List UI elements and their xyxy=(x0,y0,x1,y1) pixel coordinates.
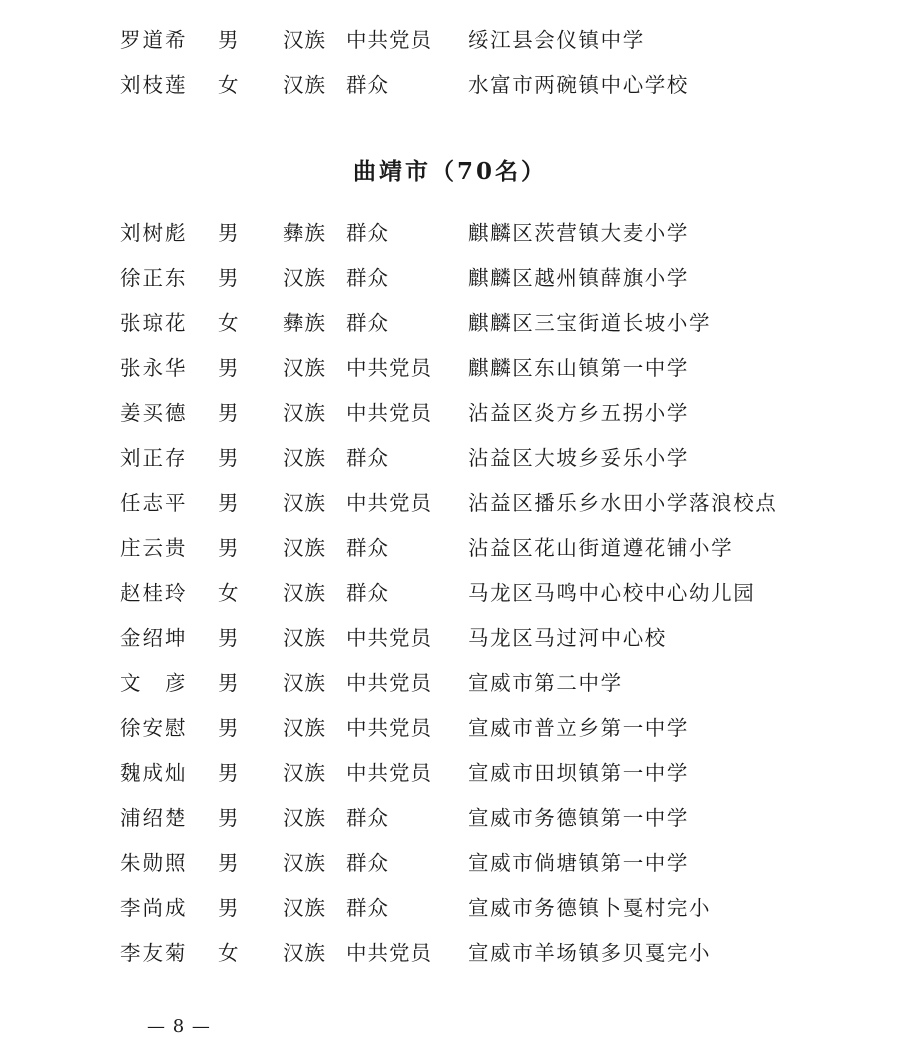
person-unit: 麒麟区越州镇薛旗小学 xyxy=(468,266,689,290)
person-political-status: 中共党员 xyxy=(346,626,432,650)
person-gender: 男 xyxy=(218,356,239,380)
person-gender: 男 xyxy=(218,491,239,515)
person-name: 李友菊 xyxy=(120,941,188,965)
person-ethnicity: 汉族 xyxy=(283,761,326,785)
person-ethnicity: 汉族 xyxy=(283,446,326,470)
list-item xyxy=(0,256,900,301)
person-unit: 麒麟区三宝街道长坡小学 xyxy=(468,311,712,335)
person-ethnicity: 汉族 xyxy=(283,851,326,875)
list-item xyxy=(0,481,900,526)
list-item xyxy=(0,796,900,841)
person-unit: 沾益区大坡乡妥乐小学 xyxy=(468,446,689,470)
person-gender: 男 xyxy=(218,761,239,785)
person-gender: 男 xyxy=(218,536,239,560)
person-name: 任志平 xyxy=(120,491,188,515)
person-unit: 宣威市第二中学 xyxy=(468,671,623,695)
person-political-status: 群众 xyxy=(346,851,389,875)
list-item xyxy=(0,751,900,796)
person-political-status: 群众 xyxy=(346,581,389,605)
person-ethnicity: 汉族 xyxy=(283,73,326,97)
list-item xyxy=(0,571,900,616)
person-gender: 女 xyxy=(218,941,239,965)
list-item xyxy=(0,706,900,751)
person-ethnicity: 汉族 xyxy=(283,266,326,290)
person-ethnicity: 汉族 xyxy=(283,356,326,380)
list-item xyxy=(0,841,900,886)
person-name: 张琼花 xyxy=(120,311,188,335)
person-political-status: 群众 xyxy=(346,266,389,290)
person-name: 金绍坤 xyxy=(120,626,188,650)
person-unit: 麒麟区茨营镇大麦小学 xyxy=(468,221,689,245)
person-ethnicity: 汉族 xyxy=(283,491,326,515)
person-ethnicity: 汉族 xyxy=(283,401,326,425)
person-name: 罗道希 xyxy=(120,28,188,52)
list-item xyxy=(0,18,900,63)
person-political-status: 群众 xyxy=(346,311,389,335)
person-ethnicity: 汉族 xyxy=(283,626,326,650)
person-gender: 男 xyxy=(218,806,239,830)
person-unit: 宣威市务德镇卜戛村完小 xyxy=(468,896,712,920)
person-ethnicity: 彝族 xyxy=(283,221,326,245)
person-name: 浦绍楚 xyxy=(120,806,188,830)
list-item xyxy=(0,436,900,481)
list-item xyxy=(0,886,900,931)
person-political-status: 中共党员 xyxy=(346,761,432,785)
person-political-status: 群众 xyxy=(346,536,389,560)
person-ethnicity: 汉族 xyxy=(283,716,326,740)
person-name: 赵桂玲 xyxy=(120,581,188,605)
page-number: — 8 — xyxy=(147,1016,211,1037)
person-name: 姜买德 xyxy=(120,401,188,425)
person-ethnicity: 汉族 xyxy=(283,581,326,605)
list-item xyxy=(0,63,900,108)
person-name: 朱勋照 xyxy=(120,851,188,875)
person-gender: 男 xyxy=(218,266,239,290)
person-political-status: 群众 xyxy=(346,73,389,97)
person-unit: 宣威市倘塘镇第一中学 xyxy=(468,851,689,875)
person-unit: 宣威市羊场镇多贝戛完小 xyxy=(468,941,712,965)
person-unit: 沾益区炎方乡五拐小学 xyxy=(468,401,689,425)
person-unit: 宣威市务德镇第一中学 xyxy=(468,806,689,830)
person-ethnicity: 彝族 xyxy=(283,311,326,335)
list-item xyxy=(0,616,900,661)
person-political-status: 群众 xyxy=(346,896,389,920)
person-unit: 沾益区花山街道遵花铺小学 xyxy=(468,536,734,560)
person-political-status: 群众 xyxy=(346,806,389,830)
person-unit: 马龙区马鸣中心校中心幼儿园 xyxy=(468,581,756,605)
person-unit: 麒麟区东山镇第一中学 xyxy=(468,356,689,380)
person-political-status: 群众 xyxy=(346,446,389,470)
person-ethnicity: 汉族 xyxy=(283,671,326,695)
list-item xyxy=(0,391,900,436)
list-item xyxy=(0,301,900,346)
person-political-status: 中共党员 xyxy=(346,716,432,740)
person-name: 文 彦 xyxy=(120,671,188,695)
person-name: 刘树彪 xyxy=(120,221,188,245)
person-gender: 男 xyxy=(218,896,239,920)
person-political-status: 中共党员 xyxy=(346,491,432,515)
list-item xyxy=(0,526,900,571)
person-unit: 水富市两碗镇中心学校 xyxy=(468,73,689,97)
person-gender: 女 xyxy=(218,581,239,605)
person-ethnicity: 汉族 xyxy=(283,896,326,920)
person-gender: 男 xyxy=(218,28,239,52)
list-item xyxy=(0,661,900,706)
person-gender: 男 xyxy=(218,671,239,695)
person-unit: 宣威市普立乡第一中学 xyxy=(468,716,689,740)
person-ethnicity: 汉族 xyxy=(283,806,326,830)
person-gender: 男 xyxy=(218,716,239,740)
person-ethnicity: 汉族 xyxy=(283,941,326,965)
person-political-status: 中共党员 xyxy=(346,401,432,425)
person-gender: 男 xyxy=(218,851,239,875)
list-item xyxy=(0,346,900,391)
person-political-status: 中共党员 xyxy=(346,941,432,965)
person-unit: 沾益区播乐乡水田小学落浪校点 xyxy=(468,491,778,515)
section-title: 曲靖市（70名） xyxy=(352,158,547,185)
person-unit: 绥江县会仪镇中学 xyxy=(468,28,645,52)
person-name: 张永华 xyxy=(120,356,188,380)
person-gender: 女 xyxy=(218,311,239,335)
person-name: 魏成灿 xyxy=(120,761,188,785)
person-unit: 宣威市田坝镇第一中学 xyxy=(468,761,689,785)
person-gender: 男 xyxy=(218,626,239,650)
person-political-status: 中共党员 xyxy=(346,28,432,52)
person-gender: 男 xyxy=(218,221,239,245)
list-item xyxy=(0,211,900,256)
person-name: 庄云贵 xyxy=(120,536,188,560)
person-political-status: 中共党员 xyxy=(346,356,432,380)
person-name: 刘正存 xyxy=(120,446,188,470)
list-item xyxy=(0,931,900,976)
person-ethnicity: 汉族 xyxy=(283,536,326,560)
person-name: 刘枝莲 xyxy=(120,73,188,97)
person-ethnicity: 汉族 xyxy=(283,28,326,52)
person-name: 李尚成 xyxy=(120,896,188,920)
person-gender: 男 xyxy=(218,446,239,470)
person-name: 徐安慰 xyxy=(120,716,188,740)
person-political-status: 群众 xyxy=(346,221,389,245)
person-gender: 女 xyxy=(218,73,239,97)
person-name: 徐正东 xyxy=(120,266,188,290)
person-gender: 男 xyxy=(218,401,239,425)
person-political-status: 中共党员 xyxy=(346,671,432,695)
person-unit: 马龙区马过河中心校 xyxy=(468,626,667,650)
